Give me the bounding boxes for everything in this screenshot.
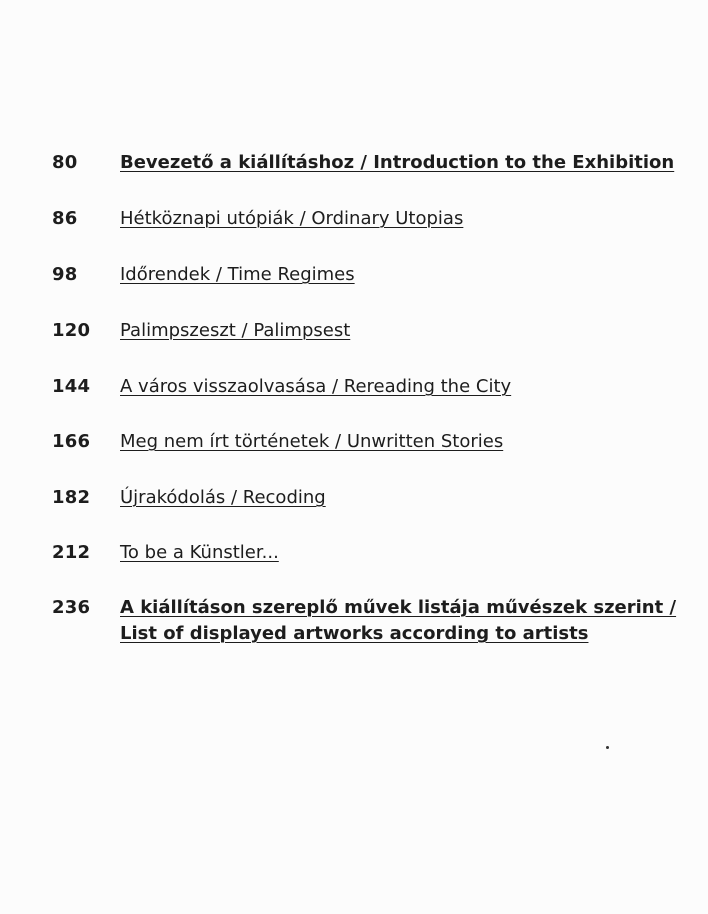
page-number: 212 xyxy=(52,542,91,563)
toc-entry-link[interactable] xyxy=(120,595,676,647)
toc-entry-link[interactable]: A város visszaolvasása / Rereading the City xyxy=(120,376,512,397)
toc-entry-link[interactable]: Újrakódolás / Recoding xyxy=(120,487,326,508)
toc-entry-link-line-1: A kiállításon szereplő művek listája művészek szerint / xyxy=(120,597,677,618)
toc-entry-link[interactable]: To be a Künstler... xyxy=(120,542,279,563)
page-number: 236 xyxy=(52,597,91,618)
toc-entry-link[interactable]: Meg nem írt történetek / Unwritten Stories xyxy=(120,431,504,452)
toc-entry-link[interactable]: Hétköznapi utópiák / Ordinary Utopias xyxy=(120,208,464,229)
toc-entry-link-line-2: List of displayed artworks according to artists xyxy=(120,623,589,644)
paper-speck xyxy=(606,746,609,749)
toc-entry-link[interactable]: Időrendek / Time Regimes xyxy=(120,264,355,285)
page-number: 182 xyxy=(52,487,91,508)
page-number: 120 xyxy=(52,320,91,341)
toc-entry-link[interactable]: Bevezető a kiállításhoz / Introduction to the Exhibition xyxy=(120,152,675,173)
page-number: 144 xyxy=(52,376,91,397)
page-number: 166 xyxy=(52,431,91,452)
toc-entry-link[interactable]: Palimpszeszt / Palimpsest xyxy=(120,320,351,341)
page-number: 86 xyxy=(52,208,78,229)
page-number: 80 xyxy=(52,152,78,173)
page-number: 98 xyxy=(52,264,78,285)
